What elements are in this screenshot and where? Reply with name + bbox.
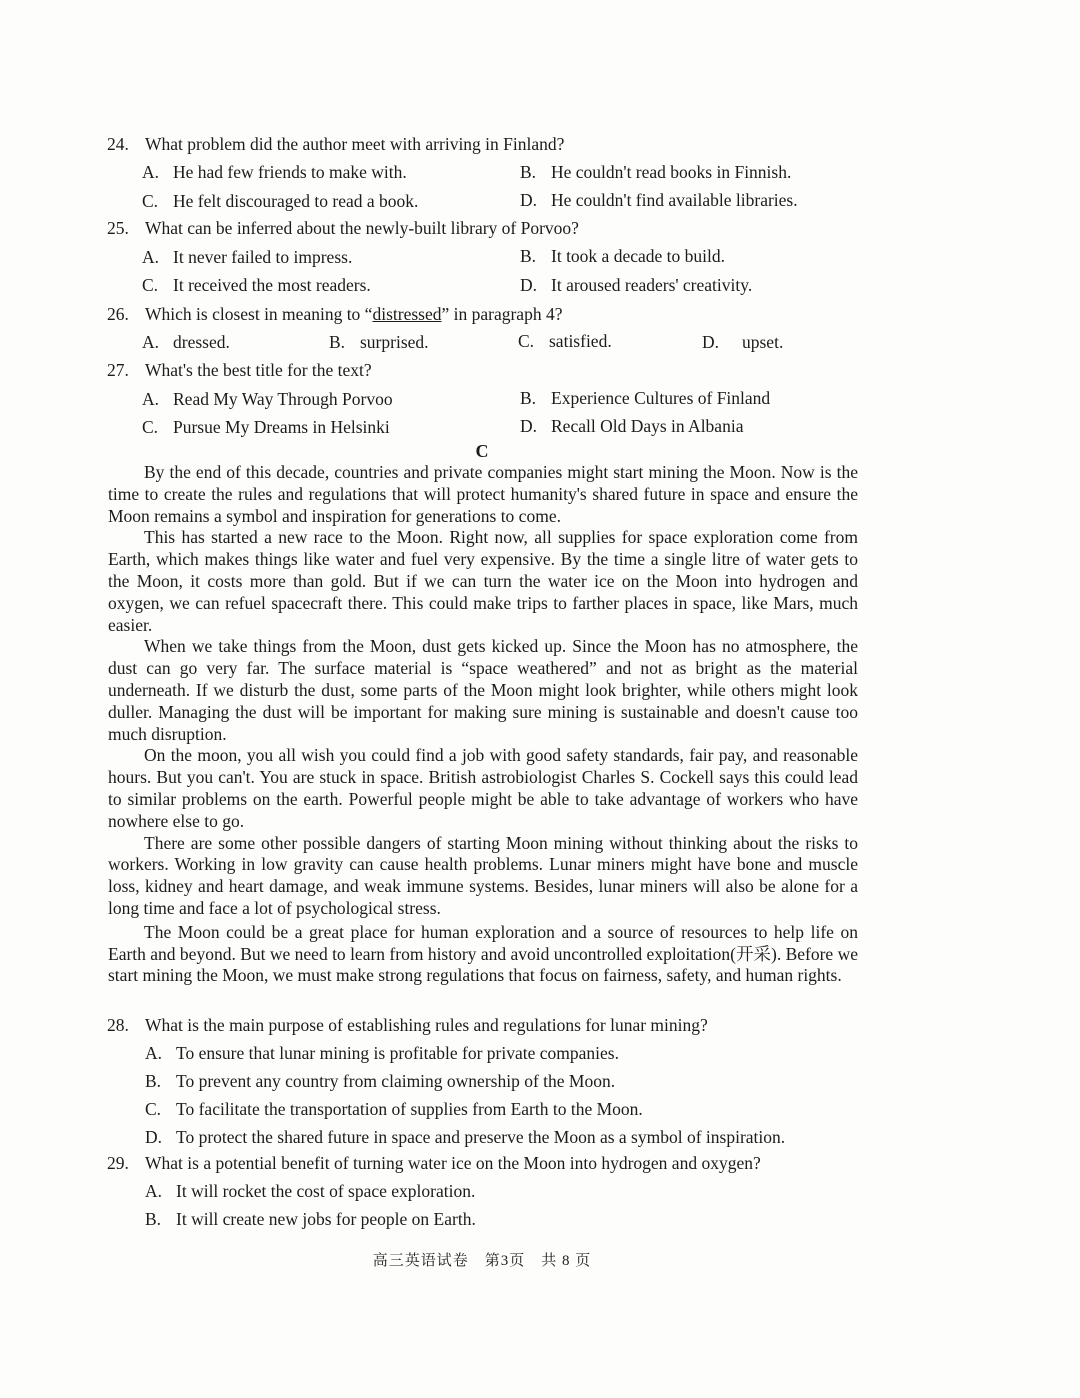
option-29b: B. It will create new jobs for people on Earth. — [145, 1209, 476, 1229]
question-number: 28. — [107, 1015, 129, 1035]
option-25c: C. It received the most readers. — [142, 275, 371, 295]
question-25 — [107, 218, 579, 239]
option-26a: A. dressed. — [142, 332, 230, 352]
option-24d: D. He couldn't find available libraries. — [520, 190, 798, 210]
passage-paragraph: The Moon could be a great place for human exploration and a source of resources to help life on Earth and beyond. But we need to learn from history and avoid uncontrolled exploitation(开采). Before we start mining the Moon, we must make strong regulations that focus on fairness, safety, and human rights. — [108, 921, 858, 986]
question-text: What can be inferred about the newly-built library of Porvoo? — [145, 218, 579, 238]
question-number: 26. — [107, 304, 129, 324]
option-28d: D. To protect the shared future in space and preserve the Moon as a symbol of inspiration. — [145, 1127, 786, 1147]
section-heading: C — [475, 441, 489, 461]
option-25b: B. It took a decade to build. — [520, 246, 725, 266]
question-number: 27. — [107, 360, 129, 380]
question-number: 25. — [107, 218, 129, 238]
option-26d: D. upset. — [702, 332, 784, 352]
option-24b: B. He couldn't read books in Finnish. — [520, 162, 792, 182]
question-number: 29. — [107, 1153, 129, 1173]
question-28 — [107, 1015, 708, 1036]
question-text: What's the best title for the text? — [145, 360, 372, 380]
page-footer: 高三英语试卷 第3页 共 8 页 — [372, 1253, 592, 1269]
option-25a: A. It never failed to impress. — [142, 247, 353, 267]
question-text: What problem did the author meet with arriving in Finland? — [145, 134, 565, 154]
underlined-word: distressed — [372, 304, 442, 324]
question-29 — [107, 1153, 761, 1174]
question-27 — [107, 360, 372, 381]
option-27c: C. Pursue My Dreams in Helsinki — [142, 417, 390, 437]
passage-paragraph: By the end of this decade, countries and private companies might start mining the Moon. Now is the time to create the rules and regulations that will protect humanity's shared future in space and ensure the Moon remains a symbol and inspiration for generations to come. — [108, 462, 858, 526]
passage-paragraph: This has started a new race to the Moon. Right now, all supplies for space exploration come from Earth, which makes things like water and fuel very expensive. By the time a single litre of water gets to the Moon, it costs more than gold. But if we can turn the water ice on the Moon into hydrogen and oxygen, we can refuel spacecraft there. This could make trips to farther places in space, like Mars, much easier. — [108, 527, 858, 635]
option-28a: A. To ensure that lunar mining is profitable for private companies. — [145, 1043, 619, 1063]
question-24 — [107, 134, 564, 155]
option-27b: B. Experience Cultures of Finland — [520, 388, 771, 408]
option-25d: D. It aroused readers' creativity. — [520, 275, 753, 295]
option-27d: D. Recall Old Days in Albania — [520, 416, 744, 436]
passage-paragraph: There are some other possible dangers of starting Moon mining without thinking about the risks to workers. Working in low gravity can cause health problems. Lunar miners might have bone and muscle loss, kidney and heart damage, and weak immune systems. Besides, lunar miners will also be alone for a long time and face a lot of psychological stress. — [108, 832, 858, 918]
reading-passage — [108, 462, 858, 987]
option-26b: B. surprised. — [329, 332, 429, 352]
option-26c: C. satisfied. — [518, 331, 612, 351]
question-text: What is the main purpose of establishing rules and regulations for lunar mining? — [145, 1015, 708, 1035]
option-24a: A. He had few friends to make with. — [142, 162, 407, 182]
option-27a: A. Read My Way Through Porvoo — [142, 389, 393, 409]
option-24c: C. He felt discouraged to read a book. — [142, 191, 419, 211]
passage-paragraph: On the moon, you all wish you could find a job with good safety standards, fair pay, and reasonable hours. But you can't. You are stuck in space. British astrobiologist Charles S. Cockell says this could lead to similar problems on the earth. Powerful people might be able to take advantage of workers who have nowhere else to go. — [108, 745, 858, 831]
question-text: What is a potential benefit of turning water ice on the Moon into hydrogen and oxygen? — [145, 1153, 761, 1173]
question-26: 26. Which is closest in meaning to “distressed” in paragraph 4? — [107, 304, 563, 324]
option-29a: A. It will rocket the cost of space exploration. — [145, 1181, 476, 1201]
question-number: 24. — [107, 134, 129, 154]
option-28b: B. To prevent any country from claiming ownership of the Moon. — [145, 1071, 616, 1091]
passage-paragraph: When we take things from the Moon, dust gets kicked up. Since the Moon has no atmosphere, the dust can go very far. The surface material is “space weathered” and not as bright as the material underneath. If we disturb the dust, some parts of the Moon might look brighter, while others might look duller. Managing the dust will be important for making sure mining is sustainable and doesn't cause too much disruption. — [108, 636, 858, 744]
option-28c: C. To facilitate the transportation of supplies from Earth to the Moon. — [145, 1099, 643, 1119]
